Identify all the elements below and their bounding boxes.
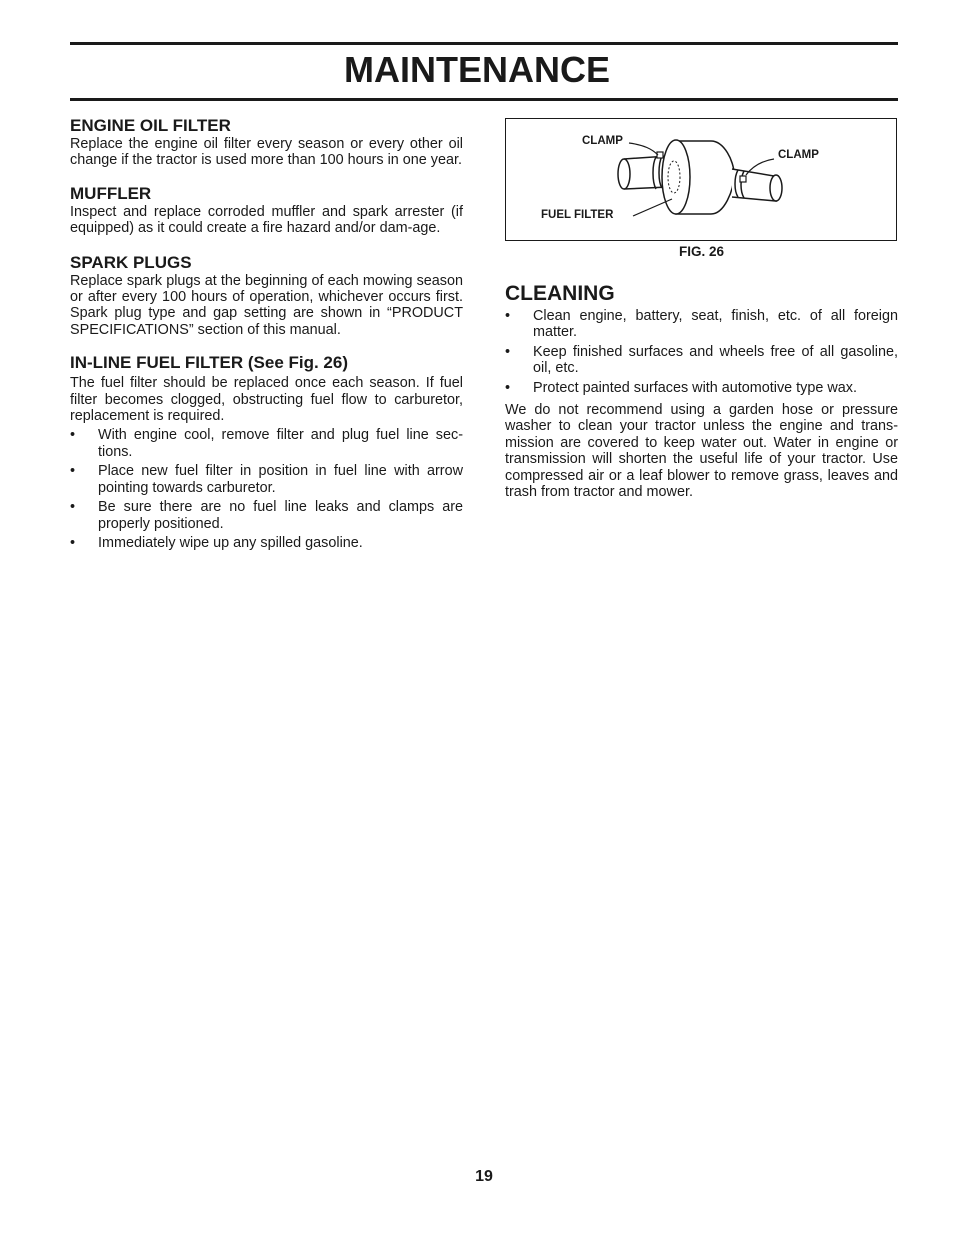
cleaning-list (505, 308, 898, 396)
bullet-icon: • (70, 427, 76, 444)
label-clamp-left: CLAMP (582, 135, 623, 147)
label-fuel-filter: FUEL FILTER (541, 209, 614, 221)
list-item: • Be sure there are no fuel line leaks and clamps are properly positioned. (70, 499, 463, 532)
section-cleaning (505, 282, 898, 500)
page-title: MAINTENANCE (344, 49, 610, 90)
section-engine-oil-filter (70, 116, 463, 169)
list-item: • Place new fuel filter in position in fuel line with arrow pointing towards carburetor. (70, 463, 463, 496)
bullet-icon: • (70, 463, 76, 480)
bullet-icon: • (505, 308, 511, 324)
list-item: • Keep finished surfaces and wheels free of all gasoline, oil, etc. (505, 343, 898, 377)
top-rule (70, 42, 898, 45)
title-underline (70, 98, 898, 101)
text-engine-oil-filter: Replace the engine oil filter every season or every other oil change if the tractor is used more than 100 hours in one year. (70, 136, 463, 169)
bullet-icon: • (70, 499, 76, 516)
bullet-icon: • (70, 534, 76, 551)
right-column (505, 282, 898, 500)
bullet-icon: • (505, 343, 511, 360)
fuel-filter-figure (505, 118, 897, 241)
fuel-filter-steps (70, 427, 463, 551)
page-number: 19 (475, 1168, 493, 1185)
section-spark-plugs (70, 253, 463, 339)
left-column (70, 110, 463, 551)
bullet-icon: • (505, 379, 511, 396)
text-muffler: Inspect and replace corroded muffler and spark arrester (if equipped) as it could create a fire hazard and/or dam-age. (70, 203, 463, 237)
heading-spark-plugs: SPARK PLUGS (70, 252, 192, 272)
heading-engine-oil-filter: ENGINE OIL FILTER (70, 116, 231, 135)
list-item: • With engine cool, remove filter and plug fuel line sec-tions. (70, 427, 463, 460)
text-cleaning: We do not recommend using a garden hose or pressure washer to clean your tractor unless the engine and trans-mission are covered to keep water out. Water in engine or transmission will shorten the useful life of your tractor. Use compressed air or a leaf blower to remove grass, leaves and trash from tractor and mower. (505, 402, 898, 501)
heading-fuel-filter: IN-LINE FUEL FILTER (See Fig. 26) (70, 353, 349, 373)
list-item: • Immediately wipe up any spilled gasoline. (70, 534, 363, 551)
list-item: • Protect painted surfaces with automotive type wax. (505, 379, 857, 396)
section-fuel-filter (70, 353, 463, 551)
text-fuel-filter: The fuel filter should be replaced once each season. If fuel filter becomes clogged, obstructing fuel flow to carburetor, replacement is required. (70, 375, 463, 425)
heading-cleaning: CLEANING (505, 282, 615, 305)
heading-muffler: MUFFLER (70, 183, 152, 203)
list-item: • Clean engine, battery, seat, finish, etc. of all foreign matter. (505, 308, 898, 341)
text-spark-plugs: Replace spark plugs at the beginning of each mowing season or after every 100 hours of operation, whichever occurs first. Spark plug type and gap setting are shown in “PRODUCT SPECIFICATIONS” section of this manual. (70, 272, 463, 338)
label-clamp-right: CLAMP (778, 149, 819, 161)
figure-caption: FIG. 26 (678, 244, 724, 259)
section-muffler (70, 184, 463, 237)
